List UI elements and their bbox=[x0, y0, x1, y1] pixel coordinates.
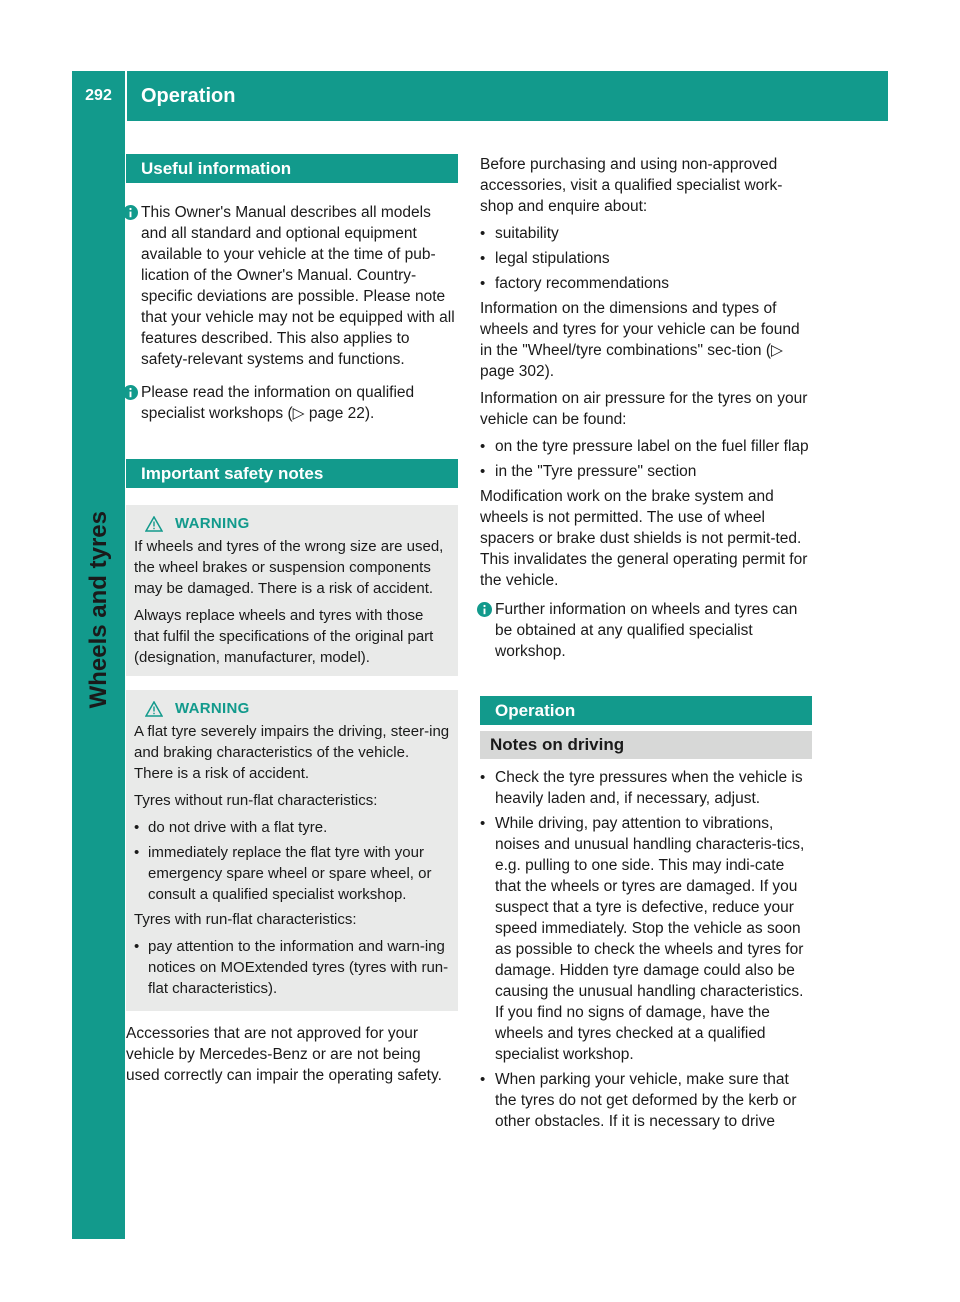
info-icon bbox=[123, 205, 138, 220]
list-item-text: When parking your vehicle, make sure that the tyres do not get deformed by the kerb or other obstacles. If it is necessary to drive bbox=[495, 1071, 797, 1130]
warning-label: WARNING bbox=[175, 515, 250, 532]
info-icon bbox=[477, 602, 492, 617]
warning-box bbox=[126, 690, 458, 1011]
bullet-marker: • bbox=[480, 275, 486, 292]
info-note bbox=[126, 382, 458, 424]
info-text: Please read the information on qualified specialist workshops (▷ page 22). bbox=[141, 384, 415, 422]
list-item bbox=[134, 842, 450, 905]
list-item-text: suitability bbox=[495, 225, 559, 242]
operation-heading: Operation bbox=[480, 696, 812, 725]
info-icon bbox=[123, 385, 138, 400]
list-item-text: do not drive with a flat tyre. bbox=[148, 819, 328, 836]
bullet-marker: • bbox=[480, 438, 486, 455]
warning-text: If wheels and tyres of the wrong size are used, the wheel brakes or suspension components may be damaged. There is a risk of accident. bbox=[134, 538, 444, 597]
list-item bbox=[134, 936, 450, 999]
list-item-text: immediately replace the flat tyre with your emergency spare wheel or spare wheel, or consult a qualified specialist workshop. bbox=[148, 844, 432, 903]
page-number: 292 bbox=[85, 87, 112, 104]
bullet-marker: • bbox=[134, 819, 140, 836]
pressure-paragraph: Information on air pressure for the tyres on your vehicle can be found: bbox=[480, 390, 808, 428]
list-item bbox=[480, 1069, 812, 1132]
info-note bbox=[126, 202, 458, 370]
warning-triangle-icon bbox=[145, 516, 163, 532]
chapter-side-tab bbox=[72, 121, 125, 1239]
notes-on-driving-heading: Notes on driving bbox=[480, 731, 812, 759]
warning-header bbox=[134, 700, 450, 717]
page-header bbox=[72, 71, 888, 121]
list-item-text: legal stipulations bbox=[495, 250, 610, 267]
bullet-marker: • bbox=[480, 250, 486, 267]
safety-notes-heading: Important safety notes bbox=[126, 459, 458, 488]
bullet-marker: • bbox=[134, 844, 140, 861]
warning-triangle-icon bbox=[145, 701, 163, 717]
list-item-text: While driving, pay attention to vibrations, noises and unusual handling characteris-tics, e.g. pulling to one side. This may indi-cate that the wheels or tyres are damaged. If you suspect that a tyre is defective, reduce your speed immediately. Stop the vehicle as soon as possible to check the wheels and tyres for damage. Hidden tyre damage could also be causing the unusual handling characteristics. If you find no signs of damage, have the wheels and tyres checked at a qualified specialist workshop. bbox=[495, 815, 805, 1063]
header-divider bbox=[125, 71, 127, 121]
warning-text: Tyres without run-flat characteristics: bbox=[134, 792, 378, 809]
list-item bbox=[480, 223, 812, 244]
list-item bbox=[480, 767, 812, 809]
chapter-label-wrap bbox=[72, 511, 125, 811]
accessories-paragraph: Accessories that are not approved for your vehicle by Mercedes-Benz or are not being used correctly can impair the operating safety. bbox=[126, 1025, 442, 1084]
info-text: Further information on wheels and tyres can be obtained at any qualified specialist workshop. bbox=[495, 601, 798, 660]
bullet-marker: • bbox=[134, 938, 140, 955]
list-item bbox=[134, 817, 450, 838]
warning-label: WARNING bbox=[175, 700, 250, 717]
list-item-text: in the "Tyre pressure" section bbox=[495, 463, 697, 480]
warning-header bbox=[134, 515, 450, 532]
info-text: This Owner's Manual describes all models and all standard and optional equipment available to your vehicle at the time of pub-lication of the Owner's Manual. Country-specific deviations are possible. Please note that your vehicle may not be equipped with all features described. This also applies to safety-relevant systems and functions. bbox=[141, 204, 455, 368]
bullet-marker: • bbox=[480, 1071, 486, 1088]
bullet-marker: • bbox=[480, 769, 486, 786]
list-item-text: factory recommendations bbox=[495, 275, 670, 292]
list-item-text: on the tyre pressure label on the fuel filler flap bbox=[495, 438, 809, 455]
bullet-marker: • bbox=[480, 463, 486, 480]
list-item bbox=[480, 248, 812, 269]
dimensions-paragraph: Information on the dimensions and types of wheels and tyres for your vehicle can be found in the "Wheel/tyre combinations" sec-tion (▷ page 302). bbox=[480, 300, 800, 380]
driving-notes-list bbox=[480, 767, 812, 1132]
list-item bbox=[480, 436, 812, 457]
list-item bbox=[480, 813, 812, 1065]
page-title: Operation bbox=[141, 85, 236, 107]
left-column bbox=[126, 152, 458, 1086]
useful-information-heading: Useful information bbox=[126, 154, 458, 183]
warning-box bbox=[126, 505, 458, 676]
list-item-text: Check the tyre pressures when the vehicle is heavily laden and, if necessary, adjust. bbox=[495, 769, 803, 807]
right-column bbox=[480, 152, 812, 1136]
chapter-label: Wheels and tyres bbox=[84, 511, 112, 709]
bullet-marker: • bbox=[480, 815, 486, 832]
list-item bbox=[480, 461, 812, 482]
intro-paragraph: Before purchasing and using non-approved accessories, visit a qualified specialist work-shop and enquire about: bbox=[480, 156, 783, 215]
info-note bbox=[480, 599, 812, 662]
bullet-marker: • bbox=[480, 225, 486, 242]
warning-text: Always replace wheels and tyres with those that fulfil the specifications of the original part (designation, manufacturer, model). bbox=[134, 607, 434, 666]
warning-text: Tyres with run-flat characteristics: bbox=[134, 911, 357, 928]
modification-paragraph: Modification work on the brake system and wheels is not permitted. The use of wheel spacers or brake dust shields is not permit-ted. This invalidates the general operating permit for the vehicle. bbox=[480, 488, 808, 589]
list-item bbox=[480, 273, 812, 294]
warning-text: A flat tyre severely impairs the driving, steer-ing and braking characteristics of the vehicle. There is a risk of accident. bbox=[134, 723, 450, 782]
list-item-text: pay attention to the information and warn-ing notices on MOExtended tyres (tyres with run-flat characteristics). bbox=[148, 938, 449, 997]
